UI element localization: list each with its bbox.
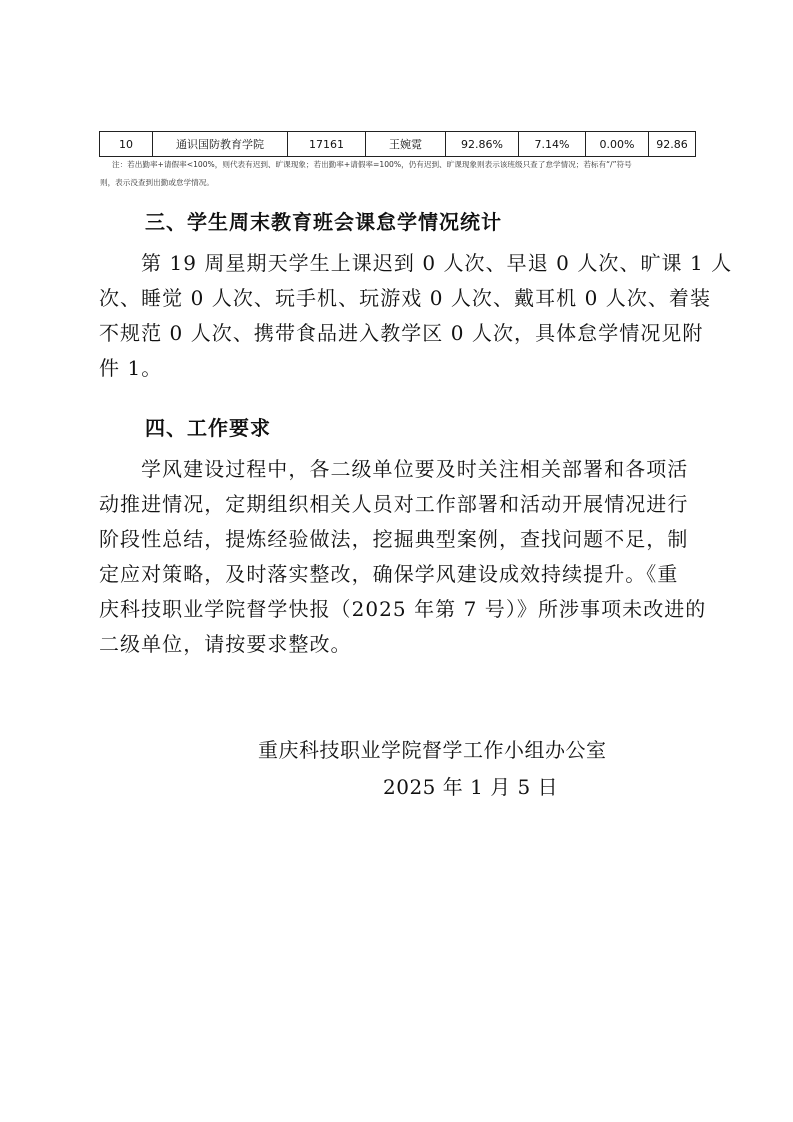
section-3-heading: 三、学生周末教育班会课怠学情况统计 <box>145 210 502 234</box>
table-note-line-2: 则，表示没查到出勤或怠学情况。 <box>100 178 214 187</box>
score-cell: 92.86 <box>649 132 696 157</box>
section-4-heading: 四、工作要求 <box>145 416 271 440</box>
table-row <box>100 132 696 157</box>
absence-rate-cell: 7.14% <box>519 132 586 157</box>
paragraph-line: 学风建设过程中，各二级单位要及时关注相关部署和各项活 <box>141 457 689 481</box>
table-note-line-1: 注：若出勤率+请假率<100%，则代表有迟到、旷课现象；若出勤率+请假率=100%，仍有迟到、旷课现象则表示该班级只查了怠学情况；若标有“/”符号 <box>112 160 632 169</box>
teacher-cell: 王婉霓 <box>366 132 446 157</box>
paragraph-line: 二级单位，请按要求整改。 <box>99 632 352 656</box>
paragraph-line: 庆科技职业学院督学快报（2025 年第 7 号）》所涉事项未改进的 <box>99 597 707 621</box>
paragraph-line: 第 19 周星期天学生上课迟到 0 人次、早退 0 人次、旷课 1 人 <box>141 251 733 275</box>
paragraph-line: 阶段性总结，提炼经验做法，挖掘典型案例，查找问题不足，制 <box>99 527 689 551</box>
signature-date: 2025 年 1 月 5 日 <box>383 775 559 799</box>
attendance-table <box>99 131 696 157</box>
section-4-paragraph <box>99 452 707 662</box>
paragraph-line: 动推进情况，定期组织相关人员对工作部署和活动开展情况进行 <box>99 492 689 516</box>
class-code-cell: 17161 <box>288 132 366 157</box>
section-3-paragraph <box>99 246 733 386</box>
college-cell: 通识国防教育学院 <box>153 132 288 157</box>
signature-office: 重庆科技职业学院督学工作小组办公室 <box>258 738 607 762</box>
late-rate-cell: 0.00% <box>586 132 649 157</box>
paragraph-line: 不规范 0 人次、携带食品进入教学区 0 人次，具体怠学情况见附 <box>99 321 704 345</box>
paragraph-line: 次、睡觉 0 人次、玩手机、玩游戏 0 人次、戴耳机 0 人次、着装 <box>99 286 712 310</box>
row-index-cell: 10 <box>100 132 153 157</box>
attendance-rate-cell: 92.86% <box>446 132 519 157</box>
paragraph-line: 件 1。 <box>99 356 163 380</box>
paragraph-line: 定应对策略，及时落实整改，确保学风建设成效持续提升。《重 <box>99 562 679 586</box>
